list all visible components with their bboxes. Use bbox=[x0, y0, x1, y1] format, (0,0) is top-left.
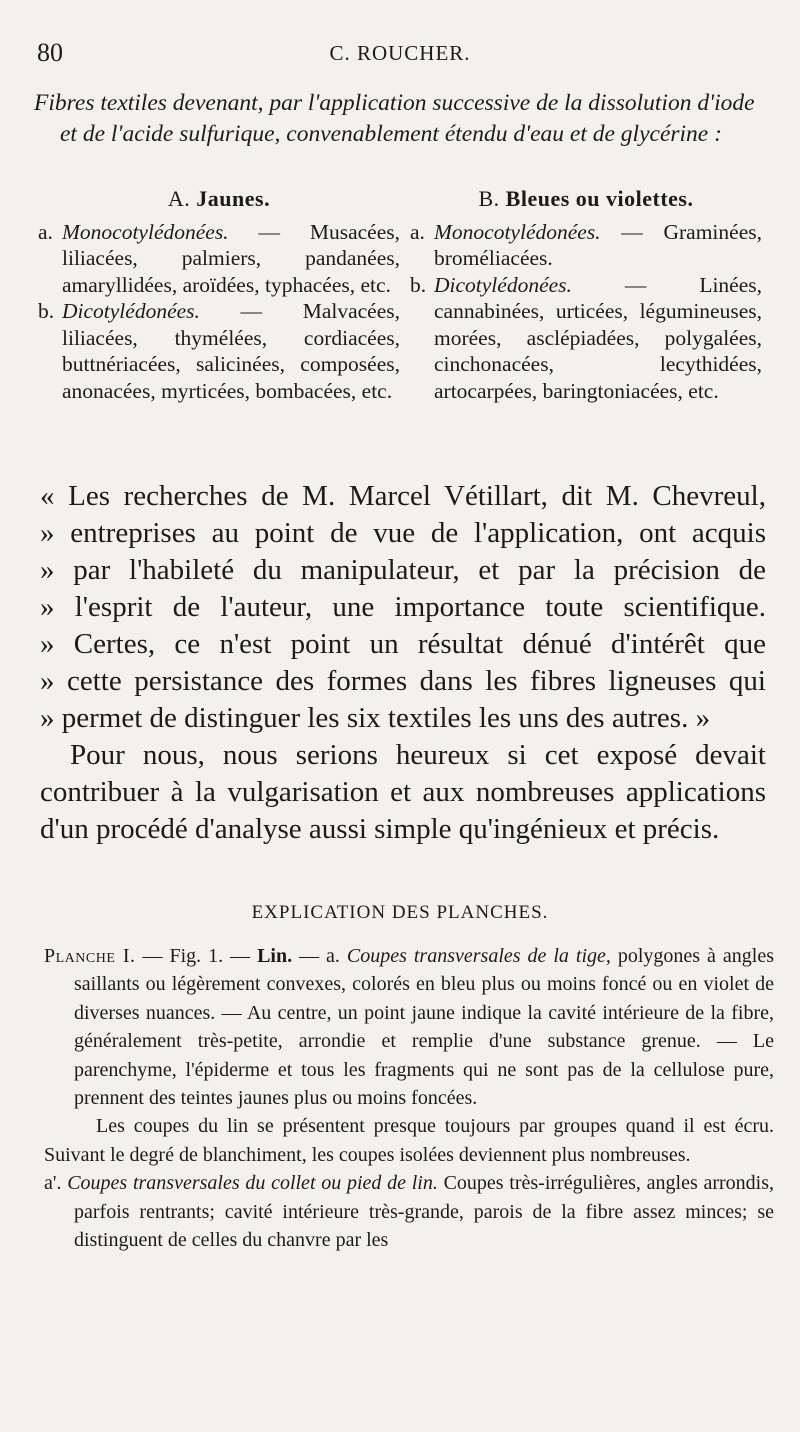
subject-label: Lin. bbox=[257, 945, 293, 967]
column-blue bbox=[410, 186, 762, 404]
column-heading: Jaunes. bbox=[196, 186, 271, 211]
list-item bbox=[38, 298, 400, 404]
entry-group: Dicotylédonées. bbox=[62, 299, 200, 323]
quote-line: » entreprises au point de vue de l'application, ont acquis bbox=[40, 517, 766, 549]
quote-line: » l'esprit de l'auteur, une importance toute scientifique. bbox=[40, 591, 766, 623]
list-item bbox=[38, 219, 400, 299]
page-header bbox=[0, 38, 800, 68]
list-item bbox=[410, 272, 762, 405]
section-title: EXPLICATION DES PLANCHES. bbox=[251, 902, 549, 923]
item-text: Coupes très-irrégulières, angles arrondis, parfois rentrants; cavité intérieure très-grande, parois de la fibre assez minces; se distinguent de celles du chanvre par les bbox=[74, 1172, 774, 1252]
entry-label: b. bbox=[38, 299, 55, 323]
list-item bbox=[410, 219, 762, 272]
item-title: Coupes transversales du collet ou pied de lin. bbox=[67, 1172, 438, 1195]
conclusion-paragraph: Pour nous, nous serions heureux si cet exposé devait contribuer à la vulgarisation et aux nombreuses applications d'un procédé d'analyse aussi simple qu'ingénieux et précis. bbox=[40, 739, 766, 845]
column-letter: B. bbox=[478, 186, 500, 211]
intro-paragraph: Fibres textiles devenant, par l'application successive de la dissolution d'iode et de l'acide sulfurique, convenablement étendu d'eau et de glycérine : bbox=[34, 90, 755, 147]
plate-entry bbox=[44, 942, 774, 1112]
quote-line: » Certes, ce n'est point un résultat dénué d'intérêt que bbox=[40, 628, 766, 660]
plate-explanation bbox=[44, 942, 774, 1254]
entry-text: — Graminées, broméliacées. bbox=[434, 219, 762, 270]
entry-text: — Malvacées, liliacées, thymélées, cordiacées, buttnériacées, salicinées, composées, anonacées, myrticées, bombacées, etc. bbox=[62, 299, 400, 403]
entry-label: a. bbox=[38, 219, 53, 244]
entry-group: Monocotylédonées. bbox=[62, 219, 229, 244]
entry-text: — Musacées, liliacées, palmiers, pandanées, amaryllidées, aroïdées, typhacées, etc. bbox=[62, 219, 400, 297]
entry-label: a. bbox=[410, 219, 425, 244]
item-title: Coupes transversales de la tige, bbox=[346, 945, 611, 967]
running-head: C. ROUCHER. bbox=[329, 41, 471, 65]
fig-label: — Fig. 1. — bbox=[135, 945, 258, 967]
plate-paragraph: Les coupes du lin se présentent presque toujours par groupes quand il est écru. Suivant le degré de blanchiment, les coupes isolées deviennent plus nombreuses. bbox=[44, 1115, 774, 1166]
quote-line: » permet de distinguer les six textiles les uns des autres. » bbox=[40, 702, 711, 734]
page-number: 80 bbox=[37, 38, 63, 67]
plate-entry bbox=[44, 1169, 774, 1254]
quote-line: « Les recherches de M. Marcel Vétillart, dit M. Chevreul, bbox=[40, 480, 766, 512]
column-title-yellow bbox=[38, 186, 400, 213]
column-yellow bbox=[38, 186, 400, 404]
entry-group: Monocotylédonées. bbox=[434, 219, 601, 244]
item-label: a'. bbox=[44, 1172, 68, 1195]
quote-line: » par l'habileté du manipulateur, et par la précision de bbox=[40, 554, 766, 586]
column-title-blue bbox=[410, 186, 762, 213]
plate-label: Planche I. bbox=[44, 945, 136, 967]
column-heading: Bleues ou violettes. bbox=[505, 186, 694, 211]
entry-text: — Linées, cannabinées, urticées, légumineuses, morées, asclépiadées, polygalées, cinchonacées, lecythidées, artocarpées, baringtoniacées, etc. bbox=[434, 272, 762, 403]
item-label: — a. bbox=[292, 945, 347, 967]
entry-group: Dicotylédonées. bbox=[434, 272, 572, 297]
entry-label: b. bbox=[410, 272, 427, 297]
quote-line: » cette persistance des formes dans les fibres ligneuses qui bbox=[40, 665, 766, 697]
column-letter: A. bbox=[167, 186, 191, 211]
item-text: polygones à angles saillants ou légèrement convexes, colorés en bleu plus ou moins foncé ou en violet de diverses nuances. — Au centre, un point jaune indique la cavité intérieure de la fibre, généralement très-petite, arrondie et remplie d'une substance grenue. — Le parenchyme, l'épiderme et tous les fragments qui ne sont pas de la cellulose pure, prennent des teintes jaunes plus ou moins foncées. bbox=[74, 945, 774, 1110]
chevreul-quote bbox=[40, 478, 766, 848]
